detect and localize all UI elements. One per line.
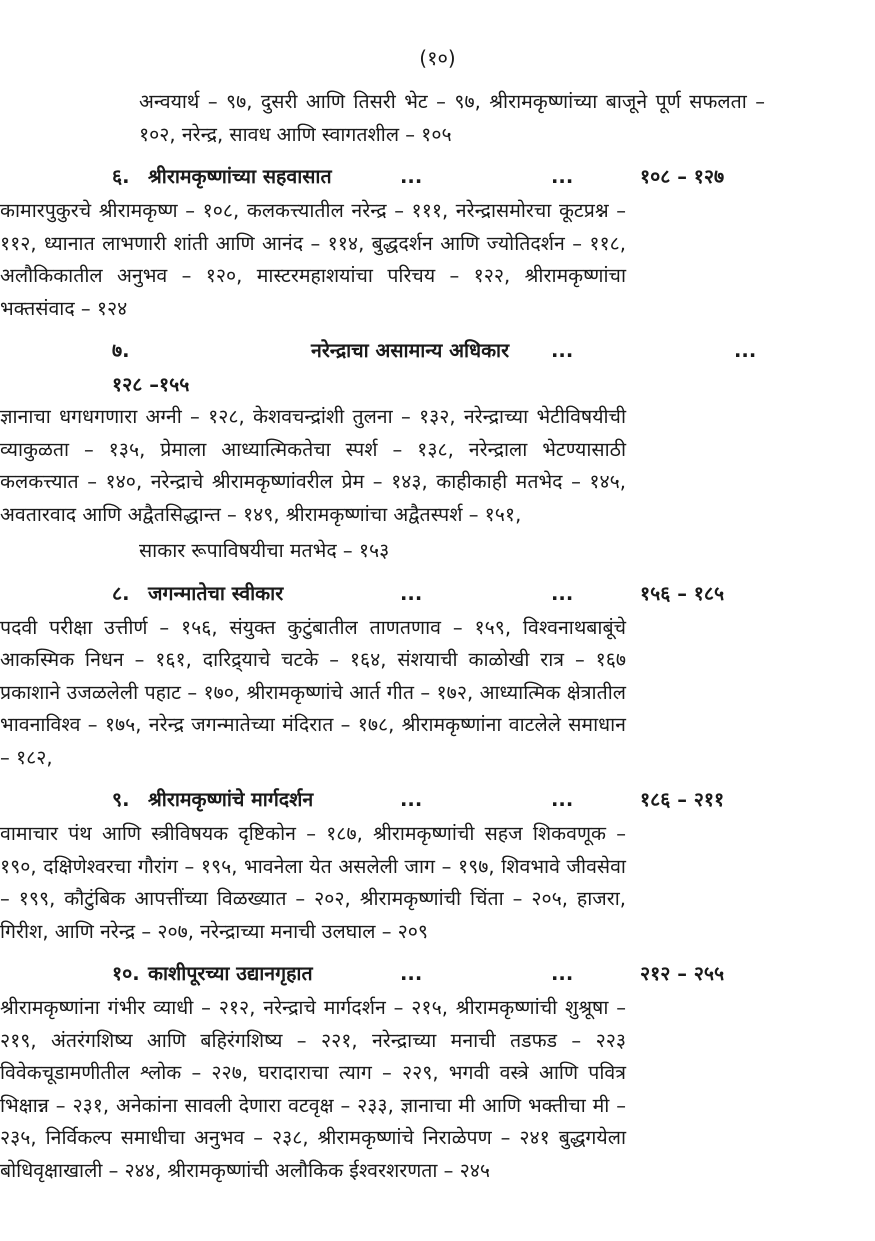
chapter-pages: १०८ – १२७ (640, 165, 725, 188)
chapter-8 (0, 576, 875, 775)
leader-dots: ... (400, 581, 423, 605)
leader-dots: ... (551, 962, 574, 985)
chapter-number: ७. (112, 339, 130, 362)
leader-dots: ... (400, 962, 423, 985)
chapter-contents: ज्ञानाचा धगधगणारा अग्नी – १२८, केशवचन्द्रांशी तुलना – १३२, नरेन्द्राच्या भेटीविषयीची व्याकुळता – १३५, प्रेमाला आध्यात्मिकतेचा स्पर्श – १३८, नरेन्द्राला भेटण्यासाठी कलकत्त्यात – १४०, नरेन्द्राचे श्रीरामकृष्णांवरील प्रेम – १४३, काहीकाही मतभेद – १४५, अवतारवाद आणि अद्वैतसिद्धान्त – १४९, श्रीरामकृष्णांचा अद्वैतस्पर्श – १५१, (0, 405, 626, 526)
intro-paragraph: अन्वयार्थ – ९७, दुसरी आणि तिसरी भेट – ९७, श्रीरामकृष्णांच्या बाजूने पूर्ण सफलता – १०२, नरेन्द्र, सावध आणि स्वागतशील – १०५ (139, 90, 765, 146)
chapter-title: श्रीरामकृष्णांचे मार्गदर्शन (148, 788, 314, 811)
leader-dots: ... (400, 788, 423, 811)
chapter-7 (0, 333, 875, 568)
leader-dots: ... (551, 339, 574, 362)
chapter-10 (0, 956, 875, 1187)
chapter-9 (0, 782, 875, 948)
chapter-contents: कामारपुकुरचे श्रीरामकृष्ण – १०८, कलकत्त्यातील नरेन्द्र – १११, नरेन्द्रासमोरचा कूटप्रश्न – ११२, ध्यानात लाभणारी शांती आणि आनंद – ११४, बुद्धदर्शन आणि ज्योतिदर्शन – ११८, अलौकिकातील अनुभव – १२०, मास्टरमहाशयांचा परिचय – १२२, श्रीरामकृष्णांचा भक्तसंवाद – १२४ (0, 199, 626, 320)
chapter-number: ९. (112, 788, 130, 811)
leader-dots: ... (551, 165, 574, 188)
leader-dots: ... (734, 339, 757, 362)
chapter-title: नरेन्द्राचा असामान्य अधिकार (311, 339, 510, 362)
chapter-pages: १८६ – २११ (640, 788, 725, 811)
chapter-pages: २१२ – २५५ (640, 962, 725, 985)
chapter-number: ८. (112, 581, 130, 605)
chapter-title: काशीपूरच्या उद्यानगृहात (148, 962, 313, 985)
chapter-heading (0, 782, 875, 818)
chapter-contents: श्रीरामकृष्णांना गंभीर व्याधी – २१२, नरेन्द्राचे मार्गदर्शन – २१५, श्रीरामकृष्णांची शुश्रूषा – २१९, अंतरंगशिष्य आणि बहिरंगशिष्य – २२१, नरेन्द्राच्या मनाची तडफड – २२३ विवेकचूडामणीतील श्लोक – २२७, घरादाराचा त्याग – २२९, भगवी वस्त्रे आणि पवित्र भिक्षान्न – २३१, अनेकांना सावली देणारा वटवृक्ष – २३३, ज्ञानाचा मी आणि भक्तीचा मी – २३५, निर्विकल्प समाधीचा अनुभव – २३८, श्रीरामकृष्णांचे निराळेपण – २४१ बुद्धगयेला बोधिवृक्षाखाली – २४४, श्रीरामकृष्णांची अलौकिक ईश्वरशरणता – २४५ (0, 996, 626, 1182)
leader-dots: ... (551, 581, 574, 605)
chapter-pages: १५६ – १८५ (640, 581, 725, 605)
chapter-heading (0, 333, 875, 369)
chapter-title: श्रीरामकृष्णांच्या सहवासात (148, 165, 332, 188)
chapter-pages: १२८ –१५५ (112, 373, 190, 396)
chapter-heading (0, 576, 875, 612)
chapter-6 (0, 159, 875, 325)
page-number: (१०) (419, 46, 456, 70)
chapter-heading (0, 956, 875, 992)
chapter-number: १०. (112, 962, 140, 985)
leader-dots: ... (551, 788, 574, 811)
chapter-number: ६. (112, 165, 130, 188)
table-of-contents (0, 86, 875, 1187)
chapter-contents-extra: साकार रूपाविषयीचा मतभेद – १५३ (139, 539, 390, 562)
chapter-heading (0, 159, 875, 195)
chapter-contents: वामाचार पंथ आणि स्त्रीविषयक दृष्टिकोन – १८७, श्रीरामकृष्णांची सहज शिकवणूक – १९०, दक्षिणेश्वरचा गौरांग – १९५, भावनेला येत असलेली जाग – १९७, शिवभावे जीवसेवा – १९९, कौटुंबिक आपत्तींच्या विळख्यात – २०२, श्रीरामकृष्णांची चिंता – २०५, हाजरा, गिरीश, आणि नरेन्द्र – २०७, नरेन्द्राच्या मनाची उलघाल – २०९ (0, 822, 626, 943)
chapter-contents: पदवी परीक्षा उत्तीर्ण – १५६, संयुक्त कुटुंबातील ताणतणाव – १५९, विश्वनाथबाबूंचे आकस्मिक निधन – १६१, दारिद्र्याचे चटके – १६४, संशयाची काळोखी रात्र – १६७ प्रकाशाने उजळलेली पहाट – १७०, श्रीरामकृष्णांचे आर्त गीत – १७२, आध्यात्मिक क्षेत्रातील भावनाविश्व – १७५, नरेन्द्र जगन्मातेच्या मंदिरात – १७८, श्रीरामकृष्णांना वाटलेले समाधान – १८२, (0, 615, 626, 769)
chapter-title: जगन्मातेचा स्वीकार (148, 581, 284, 605)
leader-dots: ... (400, 165, 423, 188)
